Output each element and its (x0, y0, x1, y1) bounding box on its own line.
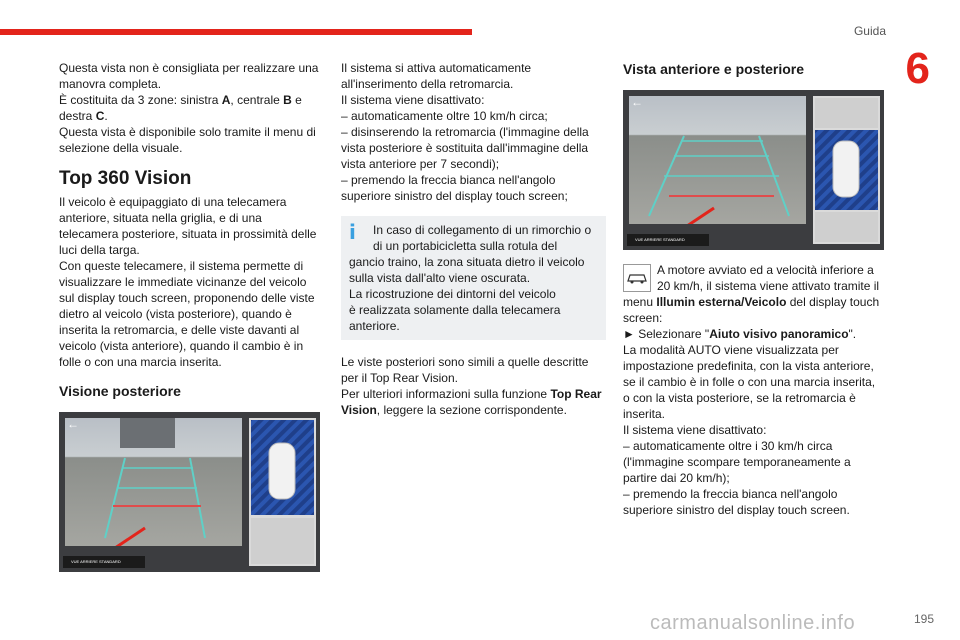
heading-top-360-vision: Top 360 Vision (59, 168, 192, 189)
info-icon: i (349, 220, 356, 244)
column-2 (341, 60, 606, 430)
page-number: 195 (913, 612, 934, 626)
heading-visione-posteriore: Visione posteriore (59, 383, 181, 399)
similar-paragraph: Le viste posteriori sono simili a quelle descritte per il Top Rear Vision. Per ulteriori informazioni sulla funzione Top Rear Vision, leggere la sezione corrispondente. (341, 355, 602, 417)
camera-mode-label: VUE ARRIERE STANDARD (63, 556, 145, 568)
rear-camera-image (59, 412, 320, 572)
body-paragraph: Il veicolo è equipaggiato di una telecamera anteriore, situata nella griglia, e di una telecamera posteriore, situata in prossimità delle luci della targa. Con queste telecamere, il sistema permette di visualizzare le immediate vicinanze del veicolo sul display touch screen, proponendo delle viste dietro al veicolo (vista posteriore), quando è inserita la retromarcia, e delle viste davanti al veicolo (vista anteriore), quando il cambio è in folle o con una marcia inserita. (59, 195, 317, 369)
top-view (249, 418, 316, 566)
heading-vista-anteriore-posteriore: Vista anteriore e posteriore (623, 61, 805, 77)
activation-paragraph: A motore avviato ed a velocità inferiore a 20 km/h, il sistema viene attivato tramite il menu Illumin esterna/Veicolo del display touch screen: ► Selezionare "Aiuto visivo panoramico". La modalità AUTO viene visualizzata per impostazione predefinita, con la vista anteriore, se il cambio è in folle o con una marcia inserita, o con la vista posteriore, se la retromarcia è inserita. Il sistema viene disattivato: – automaticamente oltre i 30 km/h circa (l'immagine scompare temporaneamente a partire dai 20 km/h); – premendo la freccia bianca nell'angolo superiore sinistro del display touch screen. (623, 263, 880, 517)
top-view (813, 96, 880, 244)
column-1 (59, 60, 321, 584)
back-arrow-icon: ← (67, 417, 79, 431)
car-icon (623, 264, 651, 292)
camera-view (629, 96, 806, 224)
chapter-number: 6 (905, 44, 930, 93)
intro-paragraph: Questa vista non è consigliata per realizzare una manovra completa. È costituita da 3 zone: sinistra A, centrale B e destra C. Questa vista è disponibile solo tramite il menu di selezione della visuale. (59, 61, 319, 155)
camera-view (65, 418, 242, 546)
section-title: Guida (853, 24, 886, 38)
header-accent-bar (0, 29, 472, 35)
column-3 (623, 60, 885, 530)
info-note: i In caso di collegamento di un rimorchio o di un portabicicletta sulla rotula del gancio traino, la zona situata dietro il veicolo sulla vista dall'alto viene oscurata. La ricostruzione dei dintorni del veicolo è realizzata solamente dalla telecamera anteriore. (341, 216, 606, 340)
front-rear-camera-image (623, 90, 884, 250)
activation-paragraph: Il sistema si attiva automaticamente all'inserimento della retromarcia. Il sistema viene disattivato: – automaticamente oltre 10 km/h circa; – disinserendo la retromarcia (l'immagine della vista posteriore è sostituita dall'immagine della vista anteriore per 7 secondi); – premendo la freccia bianca nell'angolo superiore sinistro del display touch screen; (341, 61, 589, 203)
back-arrow-icon: ← (631, 95, 643, 109)
watermark: carmanualsonline.info (650, 612, 856, 634)
camera-mode-label: VUE ARRIERE STANDARD (627, 234, 709, 246)
